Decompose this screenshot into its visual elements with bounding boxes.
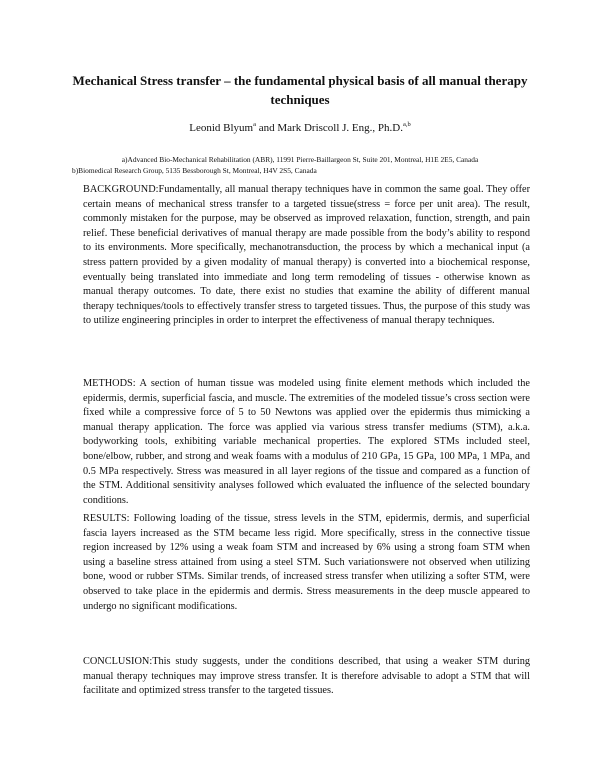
author-affiliation-marker: a,b bbox=[402, 121, 411, 128]
affiliation-a: a)Advanced Bio-Mechanical Rehabilitation (ABR), 11991 Pierre-Baillargeon St, Suite 201, Montreal, H1E 2E5, Canada bbox=[121, 155, 479, 164]
affiliations bbox=[40, 154, 560, 176]
author-affiliation-marker: a bbox=[253, 121, 256, 128]
abstract-conclusion: CONCLUSION:This study suggests, under the conditions described, that using a weaker STM during manual therapy techniques may improve stress transfer. It is therefore advisable to adopt a STM that will facilitate and optimized stress transfer to the targeted tissues. bbox=[83, 656, 530, 697]
author-line bbox=[60, 121, 540, 135]
author-connector: and bbox=[256, 122, 278, 134]
paper-title: Mechanical Stress transfer – the fundamental physical basis of all manual therapy techniques bbox=[72, 73, 528, 107]
abstract-results: RESULTS: Following loading of the tissue, stress levels in the STM, epidermis, dermis, and superficial fascia layers increased as the STM became less rigid. More specifically, stress in the connective tissue region increased by 12% using a weak foam STM and increased by 6% using a strong foam STM when using a baseline stress attained from using a steel STM. Such variationswere not observed when utilizing bone, wood or rubber STMs. Similar trends, of increased stress transfer when utilizing a softer STM, were observed to take place in the epidermis and dermis. Stress measurements in the deep muscle appeared to undergo no significant modifications. bbox=[83, 513, 530, 612]
author-name: Leonid Blyum bbox=[189, 122, 254, 134]
author-name: Mark Driscoll J. Eng., Ph.D. bbox=[277, 122, 403, 134]
abstract-methods: METHODS: A section of human tissue was modeled using finite element methods which included the epidermis, dermis, superficial fascia, and muscle. The extremities of the modeled tissue’s cross section were fixed while a compressive force of 5 to 50 Newtons was applied over the epidermis thus mimicking a manual therapy application. The force was applied via various stress transfer mediums (STM), a.k.a. bodyworking tools, exhibiting variable mechanical properties. The explored STMs included steel, bone/elbow, rubber, and strong and weak foams with a modulus of 210 GPa, 15 GPa, 100 MPa, 1 MPa, and 0.5 MPa respectively. Stress was measured in all layer regions of the tissue and compared as a function of the STM. Additional sensitivity analyses followed which evaluated the influence of the selected boundary conditions. bbox=[83, 378, 530, 506]
affiliation-b: b)Biomedical Research Group, 5135 Bessborough St, Montreal, H4V 2S5, Canada bbox=[72, 166, 317, 175]
abstract-background: BACKGROUND:Fundamentally, all manual therapy techniques have in common the same goal. They offer certain means of mechanical stress transfer to a targeted tissue(stress = force per unit area). The result, commonly mistaken for the purpose, may be observed as improved relaxation, function, strength, and pain relief. These beneficial derivatives of manual therapy are made possible from the body’s ability to respond to its environments. More specifically, mechanotransduction, the process by which a mechanical input (a stress pattern provided by a given modality of manual therapy) is converted into a biochemical response, eventually being translated into immediate and long term remodeling of tissues - otherwise known as manual therapy outcomes. To date, there exist no studies that examine the ability of different manual therapy techniques/tools to effectively transfer stress to targeted tissues. Thus, the purpose of this study was to utilize engineering principles in order to interpret the effectiveness of manual therapy techniques. bbox=[83, 184, 530, 327]
